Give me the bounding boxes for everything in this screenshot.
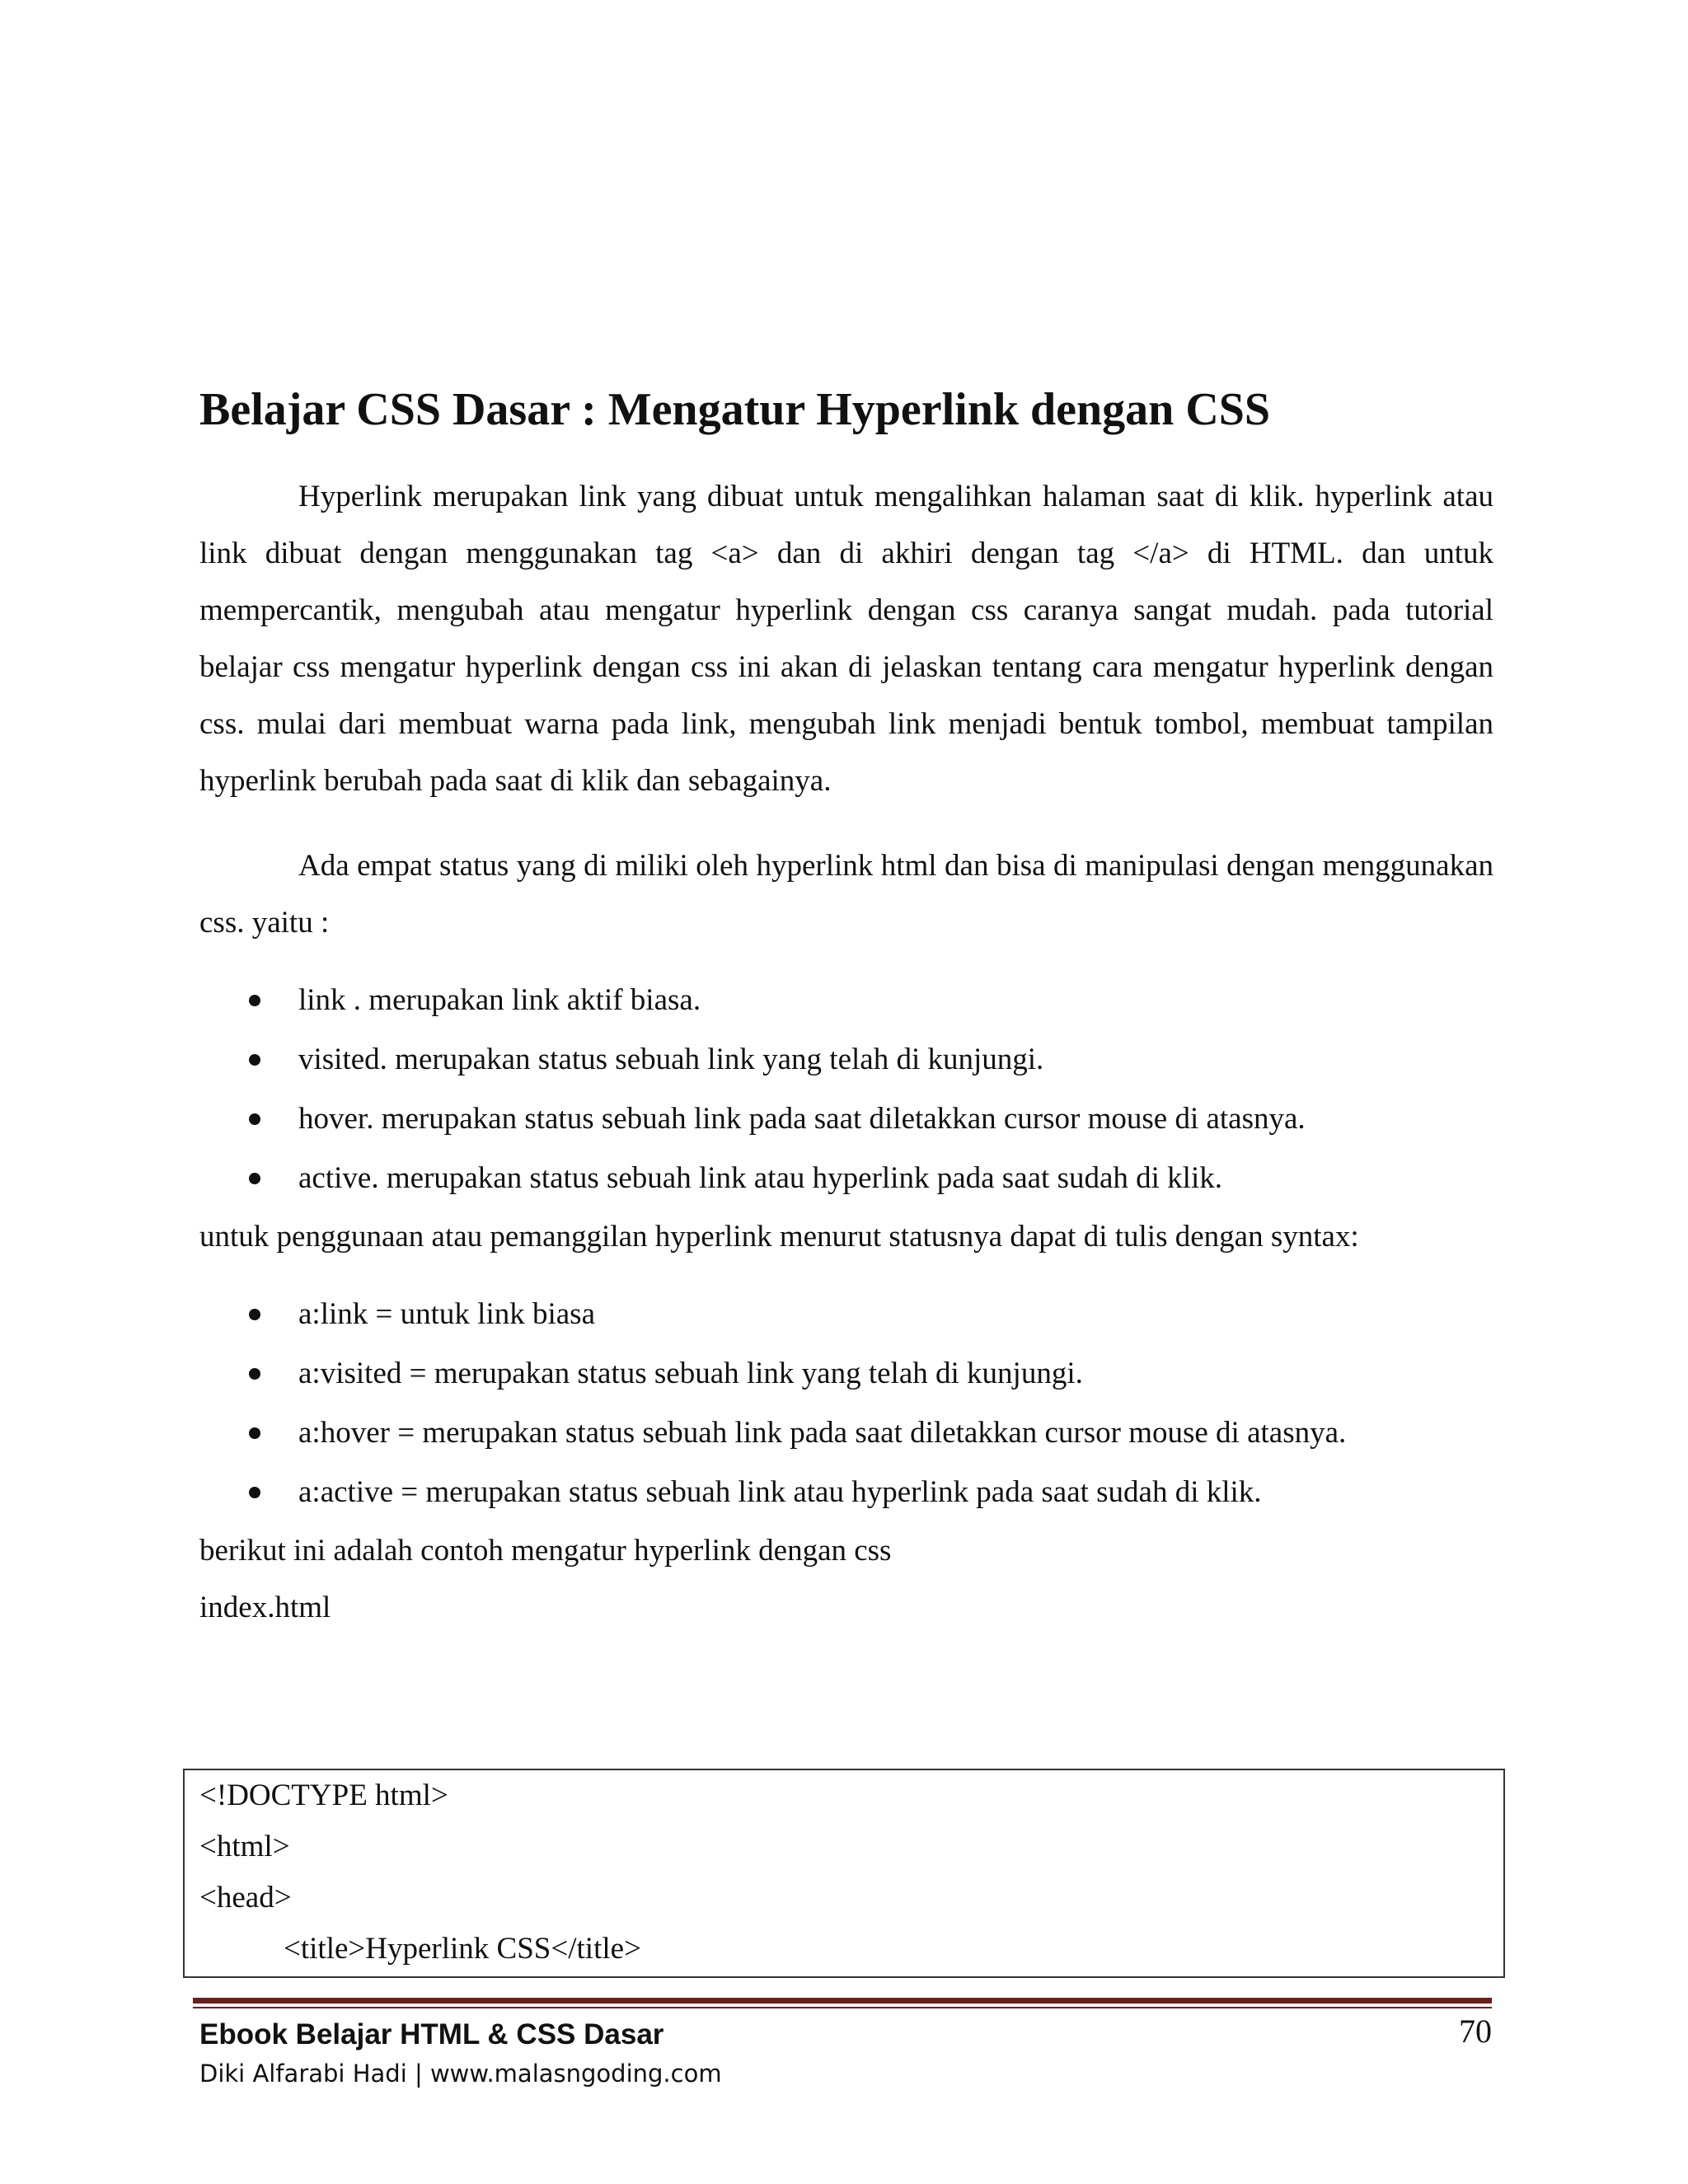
list-item <box>199 1090 1493 1149</box>
syntax-list <box>199 1285 1493 1522</box>
bullet-icon <box>249 1309 260 1320</box>
list-item <box>199 1285 1493 1344</box>
example-intro: berikut ini adalah contoh mengatur hyperlink dengan css <box>199 1534 892 1568</box>
list-item <box>199 971 1493 1030</box>
list-item-text: a:active = merupakan status sebuah link atau hyperlink pada saat sudah di klik. <box>298 1475 1262 1509</box>
list-item-text: active. merupakan status sebuah link atau hyperlink pada saat sudah di klik. <box>298 1161 1222 1195</box>
syntax-intro: untuk penggunaan atau pemanggilan hyperlink menurut statusnya dapat di tulis dengan syntax: <box>199 1220 1359 1254</box>
list-item <box>199 1404 1493 1463</box>
list-item-text: a:visited = merupakan status sebuah link yang telah di kunjungi. <box>298 1357 1083 1390</box>
footer-author-line: Diki Alfarabi Hadi | www.malasngoding.com <box>199 2060 722 2088</box>
list-item-text: a:hover = merupakan status sebuah link pada saat diletakkan cursor mouse di atasnya. <box>298 1416 1347 1450</box>
bullet-icon <box>249 995 260 1006</box>
list-item-text: hover. merupakan status sebuah link pada saat diletakkan cursor mouse di atasnya. <box>298 1102 1306 1136</box>
bullet-icon <box>249 1113 260 1125</box>
page-number: 70 <box>1459 2013 1492 2050</box>
footer-rule-thick <box>193 1998 1492 2004</box>
list-item-text: a:link = untuk link biasa <box>298 1297 595 1331</box>
code-block <box>183 1769 1505 1978</box>
bullet-icon <box>249 1487 260 1498</box>
footer-book-title: Ebook Belajar HTML & CSS Dasar <box>199 2018 664 2050</box>
code-line: <head> <box>199 1881 292 1915</box>
bullet-icon <box>249 1427 260 1439</box>
bullet-icon <box>249 1054 260 1066</box>
page-title: Belajar CSS Dasar : Mengatur Hyperlink dengan CSS <box>199 384 1271 435</box>
list-item <box>199 1344 1493 1404</box>
list-item-text: visited. merupakan status sebuah link yang telah di kunjungi. <box>298 1043 1044 1076</box>
intro-paragraph: Hyperlink merupakan link yang dibuat untuk mengalihkan halaman saat di klik. hyperlink atau link dibuat dengan menggunakan tag <a> dan di akhiri dengan tag </a> di HTML. dan untuk mempercantik, mengubah atau mengatur hyperlink dengan css caranya sangat mudah. pada tutorial belajar css mengatur hyperlink dengan css ini akan di jelaskan tentang cara mengatur hyperlink dengan css. mulai dari membuat warna pada link, mengubah link menjadi bentuk tombol, membuat tampilan hyperlink berubah pada saat di klik dan sebagainya. <box>199 480 1493 798</box>
bullet-icon <box>249 1368 260 1380</box>
footer-rule-thin <box>193 2007 1492 2008</box>
list-item-text: link . merupakan link aktif biasa. <box>298 983 701 1017</box>
list-item <box>199 1149 1493 1208</box>
status-intro-paragraph: Ada empat status yang di miliki oleh hyperlink html dan bisa di manipulasi dengan menggunakan css. yaitu : <box>199 849 1493 940</box>
main-content <box>199 376 1493 1636</box>
filename-label: index.html <box>199 1591 331 1624</box>
status-list <box>199 971 1493 1208</box>
bullet-icon <box>249 1173 260 1184</box>
code-line: <title>Hyperlink CSS</title> <box>284 1932 641 1966</box>
list-item <box>199 1030 1493 1090</box>
code-line: <!DOCTYPE html> <box>199 1779 448 1812</box>
list-item <box>199 1463 1493 1522</box>
code-line: <html> <box>199 1830 290 1863</box>
